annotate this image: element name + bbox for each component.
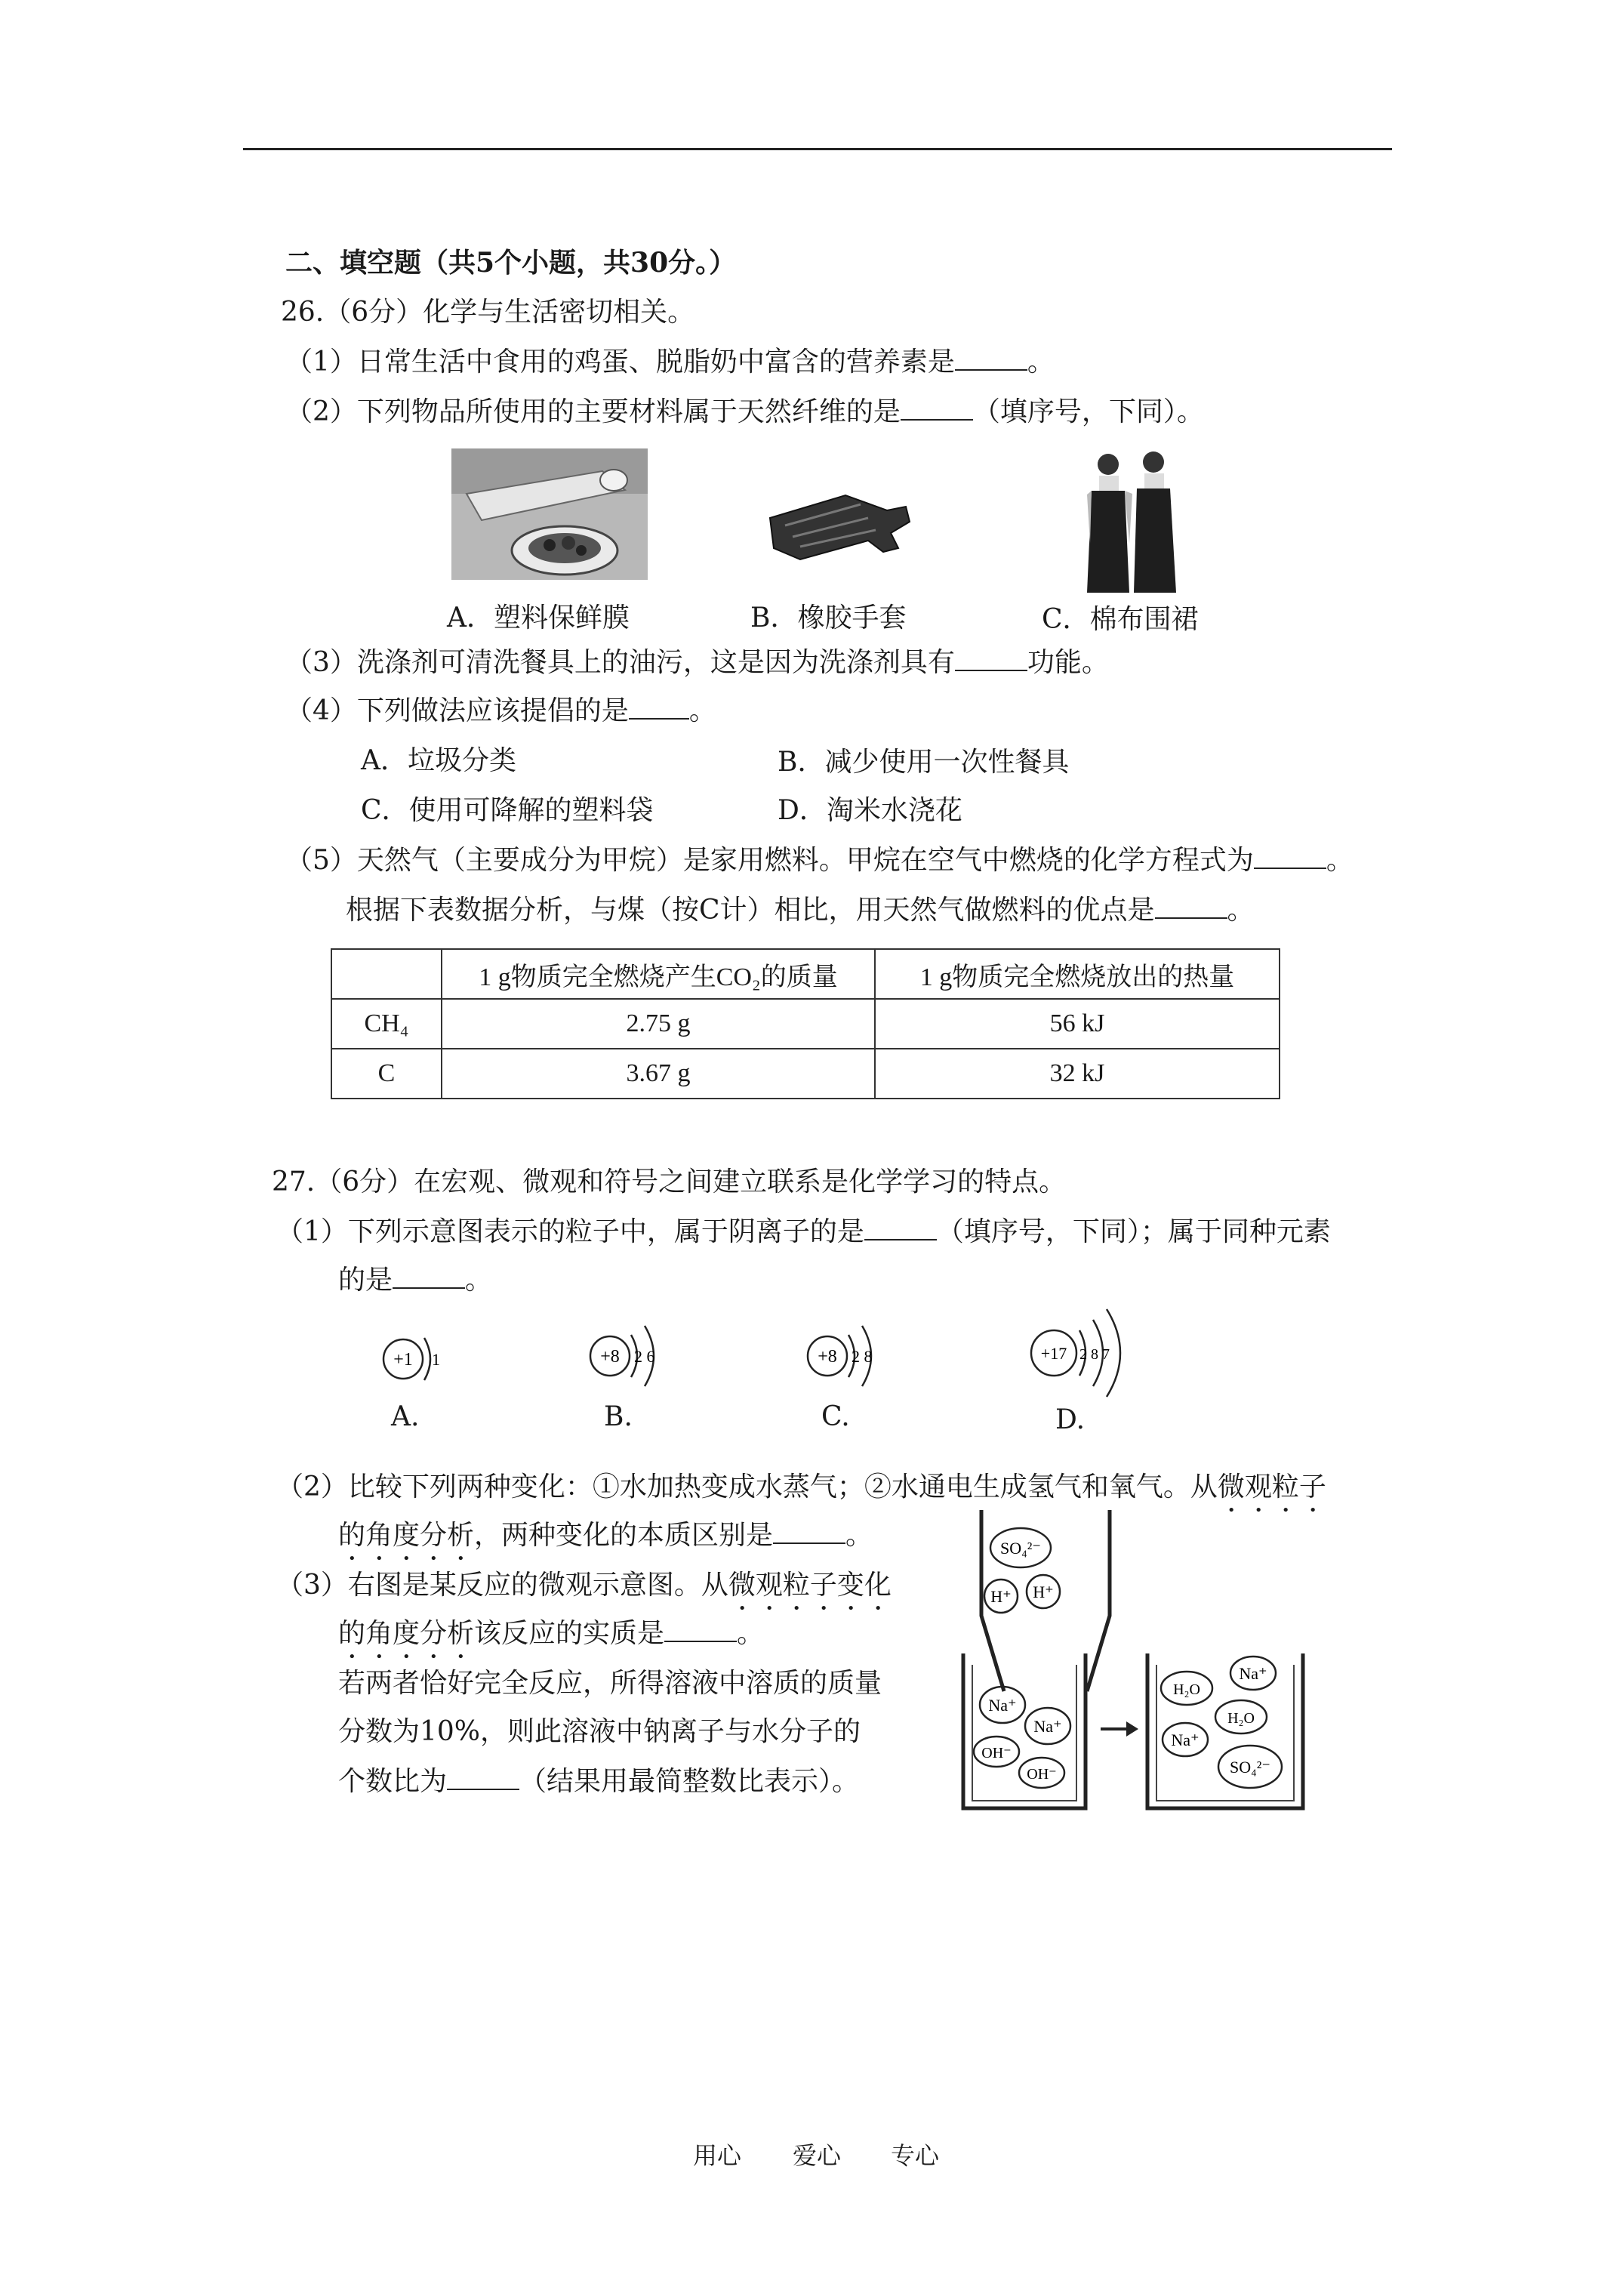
q27-part2: （2）比较下列两种变化：①水加热变成水蒸气；②水通电生成氢气和氧气。从微观粒子 [276, 1472, 1326, 1502]
q27-part3-line3: 若两者恰好完全反应，所得溶液中溶质的质量 [338, 1668, 882, 1699]
nucleus-charge: +17 [1040, 1344, 1067, 1363]
option-b: B．减少使用一次性餐具 [778, 747, 1070, 778]
combustion-table [331, 948, 1280, 1099]
ion-label: H₂O [1227, 1710, 1255, 1727]
table-row [331, 999, 1280, 1049]
atom-label-c: C. [821, 1401, 850, 1432]
table-cell: C [331, 1049, 442, 1099]
q26-part1: （1）日常生活中食用的鸡蛋、脱脂奶中富含的营养素是 。 [285, 347, 1055, 378]
q27-part3-line4: 分数为10%，则此溶液中钠离子与水分子的 [338, 1716, 861, 1747]
option-c: C．使用可降解的塑料袋 [361, 795, 654, 826]
section-title: 二、填空题（共5个小题，共30分。） [285, 247, 737, 279]
atom-diagram-d [1021, 1300, 1156, 1398]
option-d: D．淘米水浇花 [778, 795, 962, 826]
answer-blank[interactable] [1254, 845, 1326, 869]
table-cell: 2.75 g [442, 999, 875, 1049]
q26-part4: （4）下列做法应该提倡的是 。 [285, 695, 716, 726]
answer-blank[interactable] [1155, 895, 1227, 919]
q27-part3-line5: 个数比为 （结果用最简整数比表示）。 [338, 1766, 860, 1797]
electron-count: 2 8 [852, 1347, 873, 1366]
q27-part1: （1）下列示意图表示的粒子中，属于阴离子的是 （填序号，下同）；属于同种元素 [276, 1216, 1331, 1247]
answer-blank[interactable] [629, 695, 689, 720]
nucleus-charge: +1 [393, 1350, 413, 1370]
q26-part5-cont: 根据下表数据分析，与煤（按C计）相比，用天然气做燃料的优点是 。 [346, 895, 1255, 926]
ion-label: Na⁺ [1239, 1664, 1267, 1683]
atom-label-d: D. [1055, 1404, 1086, 1435]
footer-item: 用心 [693, 2141, 742, 2170]
electron-count: 2 8 7 [1079, 1346, 1110, 1363]
table-header-row [331, 949, 1280, 999]
q26-intro: 26.（6分）化学与生活密切相关。 [281, 297, 695, 328]
ion-label: Na⁺ [1033, 1717, 1062, 1736]
table-row [331, 1049, 1280, 1099]
plastic-wrap-photo [451, 448, 648, 580]
ion-label: OH⁻ [1027, 1766, 1057, 1783]
table-cell: 3.67 g [442, 1049, 875, 1099]
q27-part1-cont: 的是 。 [338, 1265, 493, 1296]
q27-part2-cont: 的角度分析，两种变化的本质区别是 。 [338, 1520, 873, 1551]
nucleus-charge: +8 [600, 1347, 620, 1367]
atom-diagram-a [376, 1321, 459, 1397]
table-cell: 56 kJ [875, 999, 1280, 1049]
option-a-caption: A．塑料保鲜膜 [447, 603, 630, 633]
q26-part5: （5）天然气（主要成分为甲烷）是家用燃料。甲烷在空气中燃烧的化学方程式为 。 [285, 845, 1354, 876]
option-a: A．垃圾分类 [361, 745, 516, 776]
atom-label-b: B. [604, 1401, 633, 1432]
electron-count: 2 6 [634, 1347, 655, 1366]
q27-part3: （3）右图是某反应的微观示意图。从微观粒子变化 [276, 1570, 892, 1601]
footer-item: 专心 [891, 2141, 940, 2170]
ion-label: OH⁻ [981, 1745, 1012, 1761]
answer-blank[interactable] [955, 647, 1027, 671]
option-b-caption: B．橡胶手套 [750, 603, 907, 633]
answer-blank[interactable] [664, 1618, 737, 1642]
q26-part2: （2）下列物品所使用的主要材料属于天然纤维的是 （填序号，下同）。 [285, 396, 1204, 427]
ion-label: H⁺ [990, 1587, 1012, 1606]
ion-label: Na⁺ [988, 1696, 1017, 1715]
atom-diagram-c [799, 1312, 912, 1395]
q27-intro: 27.（6分）在宏观、微观和符号之间建立联系是化学学习的特点。 [272, 1166, 1067, 1197]
table-cell: CH₄ [331, 999, 442, 1049]
table-header-cell: 1 g物质完全燃烧放出的热量 [875, 949, 1280, 999]
answer-blank[interactable] [447, 1766, 519, 1790]
answer-blank[interactable] [955, 347, 1027, 371]
reaction-diagram [959, 1502, 1321, 1820]
nucleus-charge: +8 [818, 1347, 837, 1367]
answer-blank[interactable] [864, 1216, 937, 1240]
answer-blank[interactable] [901, 396, 973, 421]
answer-blank[interactable] [393, 1265, 465, 1289]
ion-label: SO₄²⁻ [1229, 1758, 1271, 1777]
footer-item: 爱心 [793, 2141, 842, 2170]
cotton-apron-photo [1079, 445, 1185, 596]
ion-label: Na⁺ [1171, 1730, 1200, 1749]
table-header-cell: 1 g物质完全燃烧产生CO₂的质量 [442, 949, 875, 999]
atom-label-a: A. [391, 1401, 420, 1432]
option-c-caption: C．棉布围裙 [1042, 604, 1199, 635]
ion-label: H₂O [1173, 1681, 1200, 1698]
ion-label: SO₄²⁻ [999, 1539, 1042, 1558]
header-rule [243, 148, 1392, 150]
table-cell: 32 kJ [875, 1049, 1280, 1099]
ion-label: H⁺ [1033, 1583, 1054, 1601]
atom-diagram-b [581, 1312, 694, 1395]
rubber-gloves-photo [755, 465, 921, 578]
answer-blank[interactable] [773, 1520, 845, 1544]
electron-count: 1 [432, 1350, 440, 1369]
table-header-cell [331, 949, 442, 999]
q27-part3-cont: 的角度分析该反应的实质是 。 [338, 1618, 765, 1649]
q26-part3: （3）洗涤剂可清洗餐具上的油污，这是因为洗涤剂具有 功能。 [285, 647, 1109, 678]
